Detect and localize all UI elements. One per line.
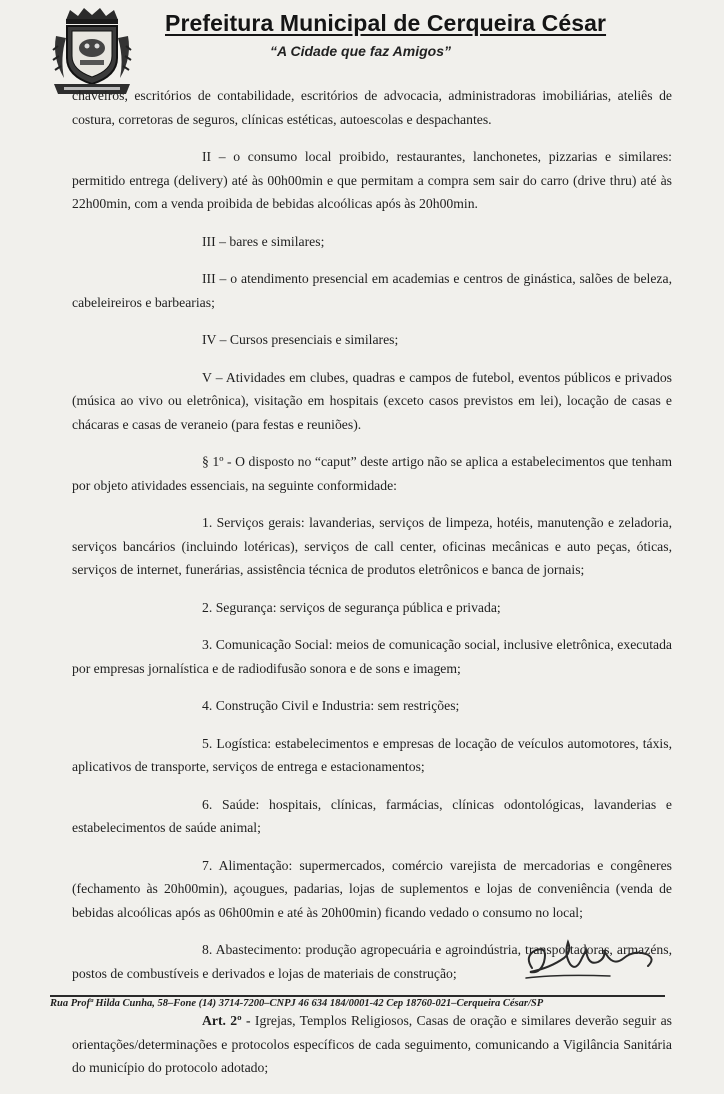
paragraph-essential-5: 5. Logística: estabelecimentos e empresas de locação de veículos automotores, táxis, aplicativos de transporte, serviços de entrega e estacionamentos; (72, 735, 672, 774)
footer-divider (50, 995, 665, 997)
paragraph-article-2 (72, 1009, 672, 1080)
paragraph-item-iii-gyms: III – o atendimento presencial em academias e centros de ginástica, salões de beleza, cabeleireiros e barbearias; (72, 271, 672, 310)
paragraph-essential-7: 7. Alimentação: supermercados, comércio varejista de mercadorias e congêneres (fechamento às 20h00min), açougues, padarias, lojas de suplementos e lojas de conveniência (venda de bebidas alcoólicas após as 06h00min e até às 20h00min) ficando vedado o consumo no local; (72, 857, 672, 920)
paragraph-item-iv: IV – Cursos presenciais e similares; (202, 332, 399, 347)
paragraph-essential-2: 2. Segurança: serviços de segurança pública e privada; (202, 599, 501, 615)
document-slogan: “A Cidade que faz Amigos” (270, 43, 451, 59)
paragraph-continuation: chaveiros, escritórios de contabilidade, escritórios de advocacia, administradoras imobiliárias, ateliês de costura, corretoras de seguros, clínicas estéticas, autoescolas e despachantes. (72, 88, 672, 127)
article-label: Art. 2º - (202, 1013, 251, 1028)
paragraph-essential-3: 3. Comunicação Social: meios de comunicação social, inclusive eletrônica, executada por empresas jornalística e de radiodifusão sonora e de sons e imagem; (72, 637, 672, 676)
paragraph-essential-6: 6. Saúde: hospitais, clínicas, farmácias, clínicas odontológicas, lavanderias e estabelecimentos de saúde animal; (72, 796, 672, 835)
document-title: Prefeitura Municipal de Cerqueira César (165, 10, 607, 36)
article-text: Igrejas, Templos Religiosos, Casas de oração e similares deverão seguir as orientações/determinações e protocolos específicos de cada seguimento, comunicando a Vigilância Sanitária do município do protocolo adotado; (72, 1013, 672, 1075)
paragraph-section-1: § 1º - O disposto no “caput” deste artigo não se aplica a estabelecimentos que tenham por objeto atividades essenciais, na seguinte conformidade: (72, 454, 672, 493)
paragraph-essential-4: 4. Construção Civil e Industria: sem restrições; (202, 698, 460, 713)
paragraph-item-ii: II – o consumo local proibido, restaurantes, lanchonetes, pizzarias e similares: permitido entrega (delivery) até às 00h00min e que permitam a compra sem sair do carro (drive thru) até às 22h00min, com a venda proibida de bebidas alcoólicas após às 20h00min. (72, 149, 672, 211)
handwritten-signature (520, 928, 665, 988)
paragraph-essential-8: 8. Abastecimento: produção agropecuária e agroindústria, transportadoras, armazéns, postos de combustíveis e derivados e lojas de materiais de construção; (72, 942, 672, 981)
footer-address: Rua Profª Hilda Cunha, 58–Fone (14) 3714-7200–CNPJ 46 634 184/0001-42 Cep 18760-021–Cerqueira César/SP (50, 998, 544, 1009)
paragraph-essential-1: 1. Serviços gerais: lavanderias, serviços de limpeza, hotéis, manutenção e zeladoria, serviços bancários (incluindo lotéricas), serviços de call center, oficinas mecânicas e auto peças, óticas, serviços de internet, funerárias, assistência técnica de produtos eletrônicos e banca de jornais; (72, 515, 672, 577)
paragraph-item-iii-bars: III – bares e similares; (202, 233, 325, 249)
paragraph-item-v: V – Atividades em clubes, quadras e campos de futebol, eventos públicos e privados (música ao vivo ou eletrônica), visitação em hospitais (exceto casos previstos em lei), locação de casas e chácaras e casas de veraneio (para festas e reuniões). (72, 369, 672, 432)
